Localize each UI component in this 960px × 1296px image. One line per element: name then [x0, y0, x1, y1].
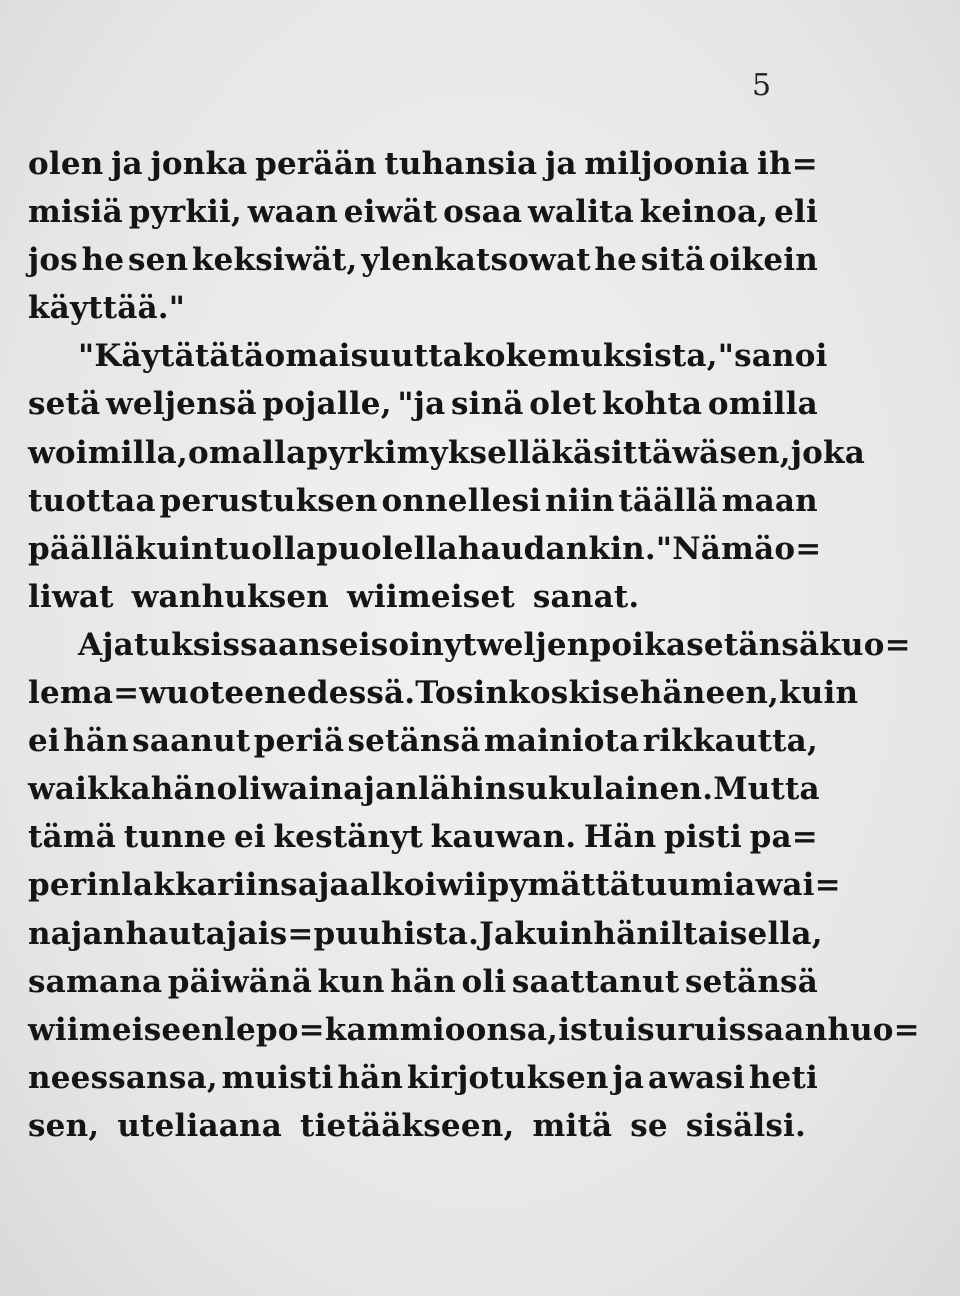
word: o= — [774, 530, 822, 567]
word: setä — [28, 386, 101, 423]
word: oli — [461, 963, 507, 1000]
word: käsittäwä — [551, 434, 720, 471]
word: huo= — [827, 1011, 920, 1048]
word: pyrkimyksellä — [306, 434, 552, 471]
word: ih= — [757, 146, 818, 182]
word: omalla — [187, 434, 307, 471]
word: sanoi — [734, 338, 828, 375]
word: omilla — [707, 386, 818, 423]
word: maan — [721, 482, 818, 519]
text-line — [28, 380, 818, 428]
word: se — [602, 675, 640, 712]
word: kuin — [514, 915, 594, 952]
word: hän — [390, 963, 457, 1000]
word: perään — [255, 146, 377, 182]
word: lakkariinsa — [121, 867, 319, 904]
word: nyt — [421, 626, 477, 663]
word: hän — [337, 1059, 404, 1096]
word: tuottaa — [28, 482, 156, 519]
text-line — [28, 525, 822, 573]
word: hautajais=puuhista. — [125, 915, 480, 952]
text-line — [28, 1102, 818, 1150]
text-line — [28, 910, 823, 958]
word: lema=wuoteen — [28, 675, 287, 712]
text-line — [28, 765, 818, 813]
text-line — [28, 861, 841, 909]
word: wai= — [755, 867, 841, 904]
text-line — [28, 573, 818, 621]
word: kestänyt — [273, 819, 424, 856]
word: wiipymättä — [436, 867, 631, 904]
word: olen — [28, 146, 104, 182]
text-line — [28, 717, 818, 765]
word: tämä — [28, 819, 117, 856]
text-line — [28, 236, 818, 284]
word: waikka — [28, 771, 151, 808]
word: kun — [317, 963, 385, 1000]
word: saattanut — [511, 963, 680, 1000]
word: perustuksen — [159, 482, 378, 519]
word: weljenpoika — [476, 626, 687, 663]
word: sisälsi. — [685, 1107, 807, 1144]
word: setänsä — [684, 963, 818, 1000]
word: ei — [233, 819, 266, 856]
word: kohta — [602, 386, 703, 423]
word: haudankin." — [457, 530, 673, 567]
word: alkoi — [349, 867, 437, 904]
word: miljoonia — [584, 146, 750, 182]
word: setänsä — [686, 626, 820, 663]
word: eiwät — [343, 194, 438, 231]
word: najan — [28, 915, 126, 952]
text-line — [28, 477, 818, 525]
word: lähin — [418, 771, 508, 808]
word: eli — [774, 194, 818, 231]
page-number: 5 — [752, 68, 772, 103]
text-line — [28, 669, 859, 717]
word: wiimeiset — [347, 578, 515, 615]
word: ja — [544, 146, 577, 182]
word: kokemuksista," — [463, 338, 735, 375]
word: tunne — [123, 819, 227, 856]
word: päiwänä — [167, 963, 313, 1000]
text-line — [28, 1054, 818, 1102]
word: lepo=kammioonsa, — [223, 1011, 559, 1048]
word: sen — [127, 242, 189, 279]
word: rikkautta, — [642, 723, 818, 760]
word: ja — [111, 146, 143, 182]
word: perin — [28, 867, 122, 904]
word: sen, — [28, 1107, 100, 1144]
word: Ja — [479, 915, 515, 952]
word: koski — [508, 675, 603, 712]
word: ylenkatsowat — [361, 242, 591, 279]
word: pojalle, — [262, 386, 392, 423]
word: Nämä — [672, 530, 775, 567]
word: setänsä — [347, 723, 481, 760]
text-line — [28, 958, 818, 1006]
word: sen, — [719, 434, 791, 471]
word: waan — [247, 194, 338, 231]
word: kuo= — [819, 626, 911, 663]
word: suruissaan — [637, 1011, 828, 1048]
word: mitä — [532, 1107, 613, 1144]
word: tuollapuolella — [213, 530, 458, 567]
word: misiä — [28, 194, 123, 231]
word: Mutta — [713, 771, 820, 808]
word: sanat. — [532, 578, 640, 615]
word: täällä — [618, 482, 718, 519]
text-line — [28, 813, 818, 861]
text-line — [28, 429, 866, 477]
word: Hän — [583, 819, 657, 856]
word: kirjotuksen — [406, 1059, 609, 1096]
word: hän — [150, 771, 217, 808]
word: ja — [612, 1059, 645, 1096]
word: päällä — [28, 530, 135, 567]
word: wainajan — [261, 771, 419, 808]
text-line — [28, 621, 911, 669]
word: wanhuksen — [131, 578, 330, 615]
word: walita — [528, 194, 634, 231]
word: osaa — [443, 194, 523, 231]
word: onnellesi — [381, 482, 542, 519]
word: he — [81, 242, 125, 279]
word: pa= — [749, 819, 818, 856]
word: oli — [216, 771, 262, 808]
word: se — [630, 1107, 668, 1144]
word: muisti — [221, 1059, 334, 1096]
word: "ja — [397, 386, 446, 423]
word: oikein — [708, 242, 818, 279]
word: ja — [318, 867, 350, 904]
text-line — [28, 284, 818, 332]
word: saanut — [132, 723, 251, 760]
word: kauwan. — [430, 819, 577, 856]
text-line — [28, 188, 818, 236]
word: tuumia — [630, 867, 756, 904]
word: iltaisella, — [659, 915, 823, 952]
word: istui — [558, 1011, 638, 1048]
word: Tosin — [415, 675, 509, 712]
word: woimilla, — [28, 434, 188, 471]
text-line — [28, 332, 828, 380]
word: edessä. — [286, 675, 416, 712]
word: tietääkseen, — [300, 1107, 515, 1144]
word: omaisuutta — [264, 338, 464, 375]
word: olet — [529, 386, 597, 423]
word: liwat — [28, 578, 114, 615]
word: seisoi — [321, 626, 422, 663]
word: neessansa, — [28, 1059, 218, 1096]
word: tuhansia — [384, 146, 538, 182]
word: sinä — [450, 386, 524, 423]
word: jos — [28, 242, 78, 279]
word: samana — [28, 963, 163, 1000]
word: hän — [593, 915, 660, 952]
word: wiimeiseen — [28, 1011, 224, 1048]
word: he — [594, 242, 638, 279]
word: pyrkii, — [128, 194, 242, 231]
word: joka — [790, 434, 866, 471]
word: häneen, — [639, 675, 780, 712]
word: periä — [253, 723, 345, 760]
word: "Käytä — [78, 338, 195, 375]
word: tätä — [194, 338, 265, 375]
word: uteliaana — [117, 1107, 283, 1144]
word: weljensä — [105, 386, 257, 423]
body-text — [28, 140, 920, 1150]
word: pisti — [663, 819, 742, 856]
word: keinoa, — [639, 194, 769, 231]
word: sitä — [640, 242, 706, 279]
word: jonka — [150, 146, 248, 182]
text-line — [28, 1006, 920, 1054]
word: kuin — [134, 530, 214, 567]
word: heti — [748, 1059, 818, 1096]
word: awasi — [647, 1059, 746, 1096]
word: mainiota — [483, 723, 640, 760]
text-line — [28, 140, 818, 188]
word: sukulainen. — [507, 771, 714, 808]
word: Ajatuksissaan — [78, 626, 322, 663]
word: niin — [545, 482, 615, 519]
word: kuin — [779, 675, 859, 712]
word: käyttää." — [28, 290, 186, 327]
word: keksiwät, — [191, 242, 358, 279]
word: ei — [28, 723, 60, 760]
word: hän — [63, 723, 129, 760]
